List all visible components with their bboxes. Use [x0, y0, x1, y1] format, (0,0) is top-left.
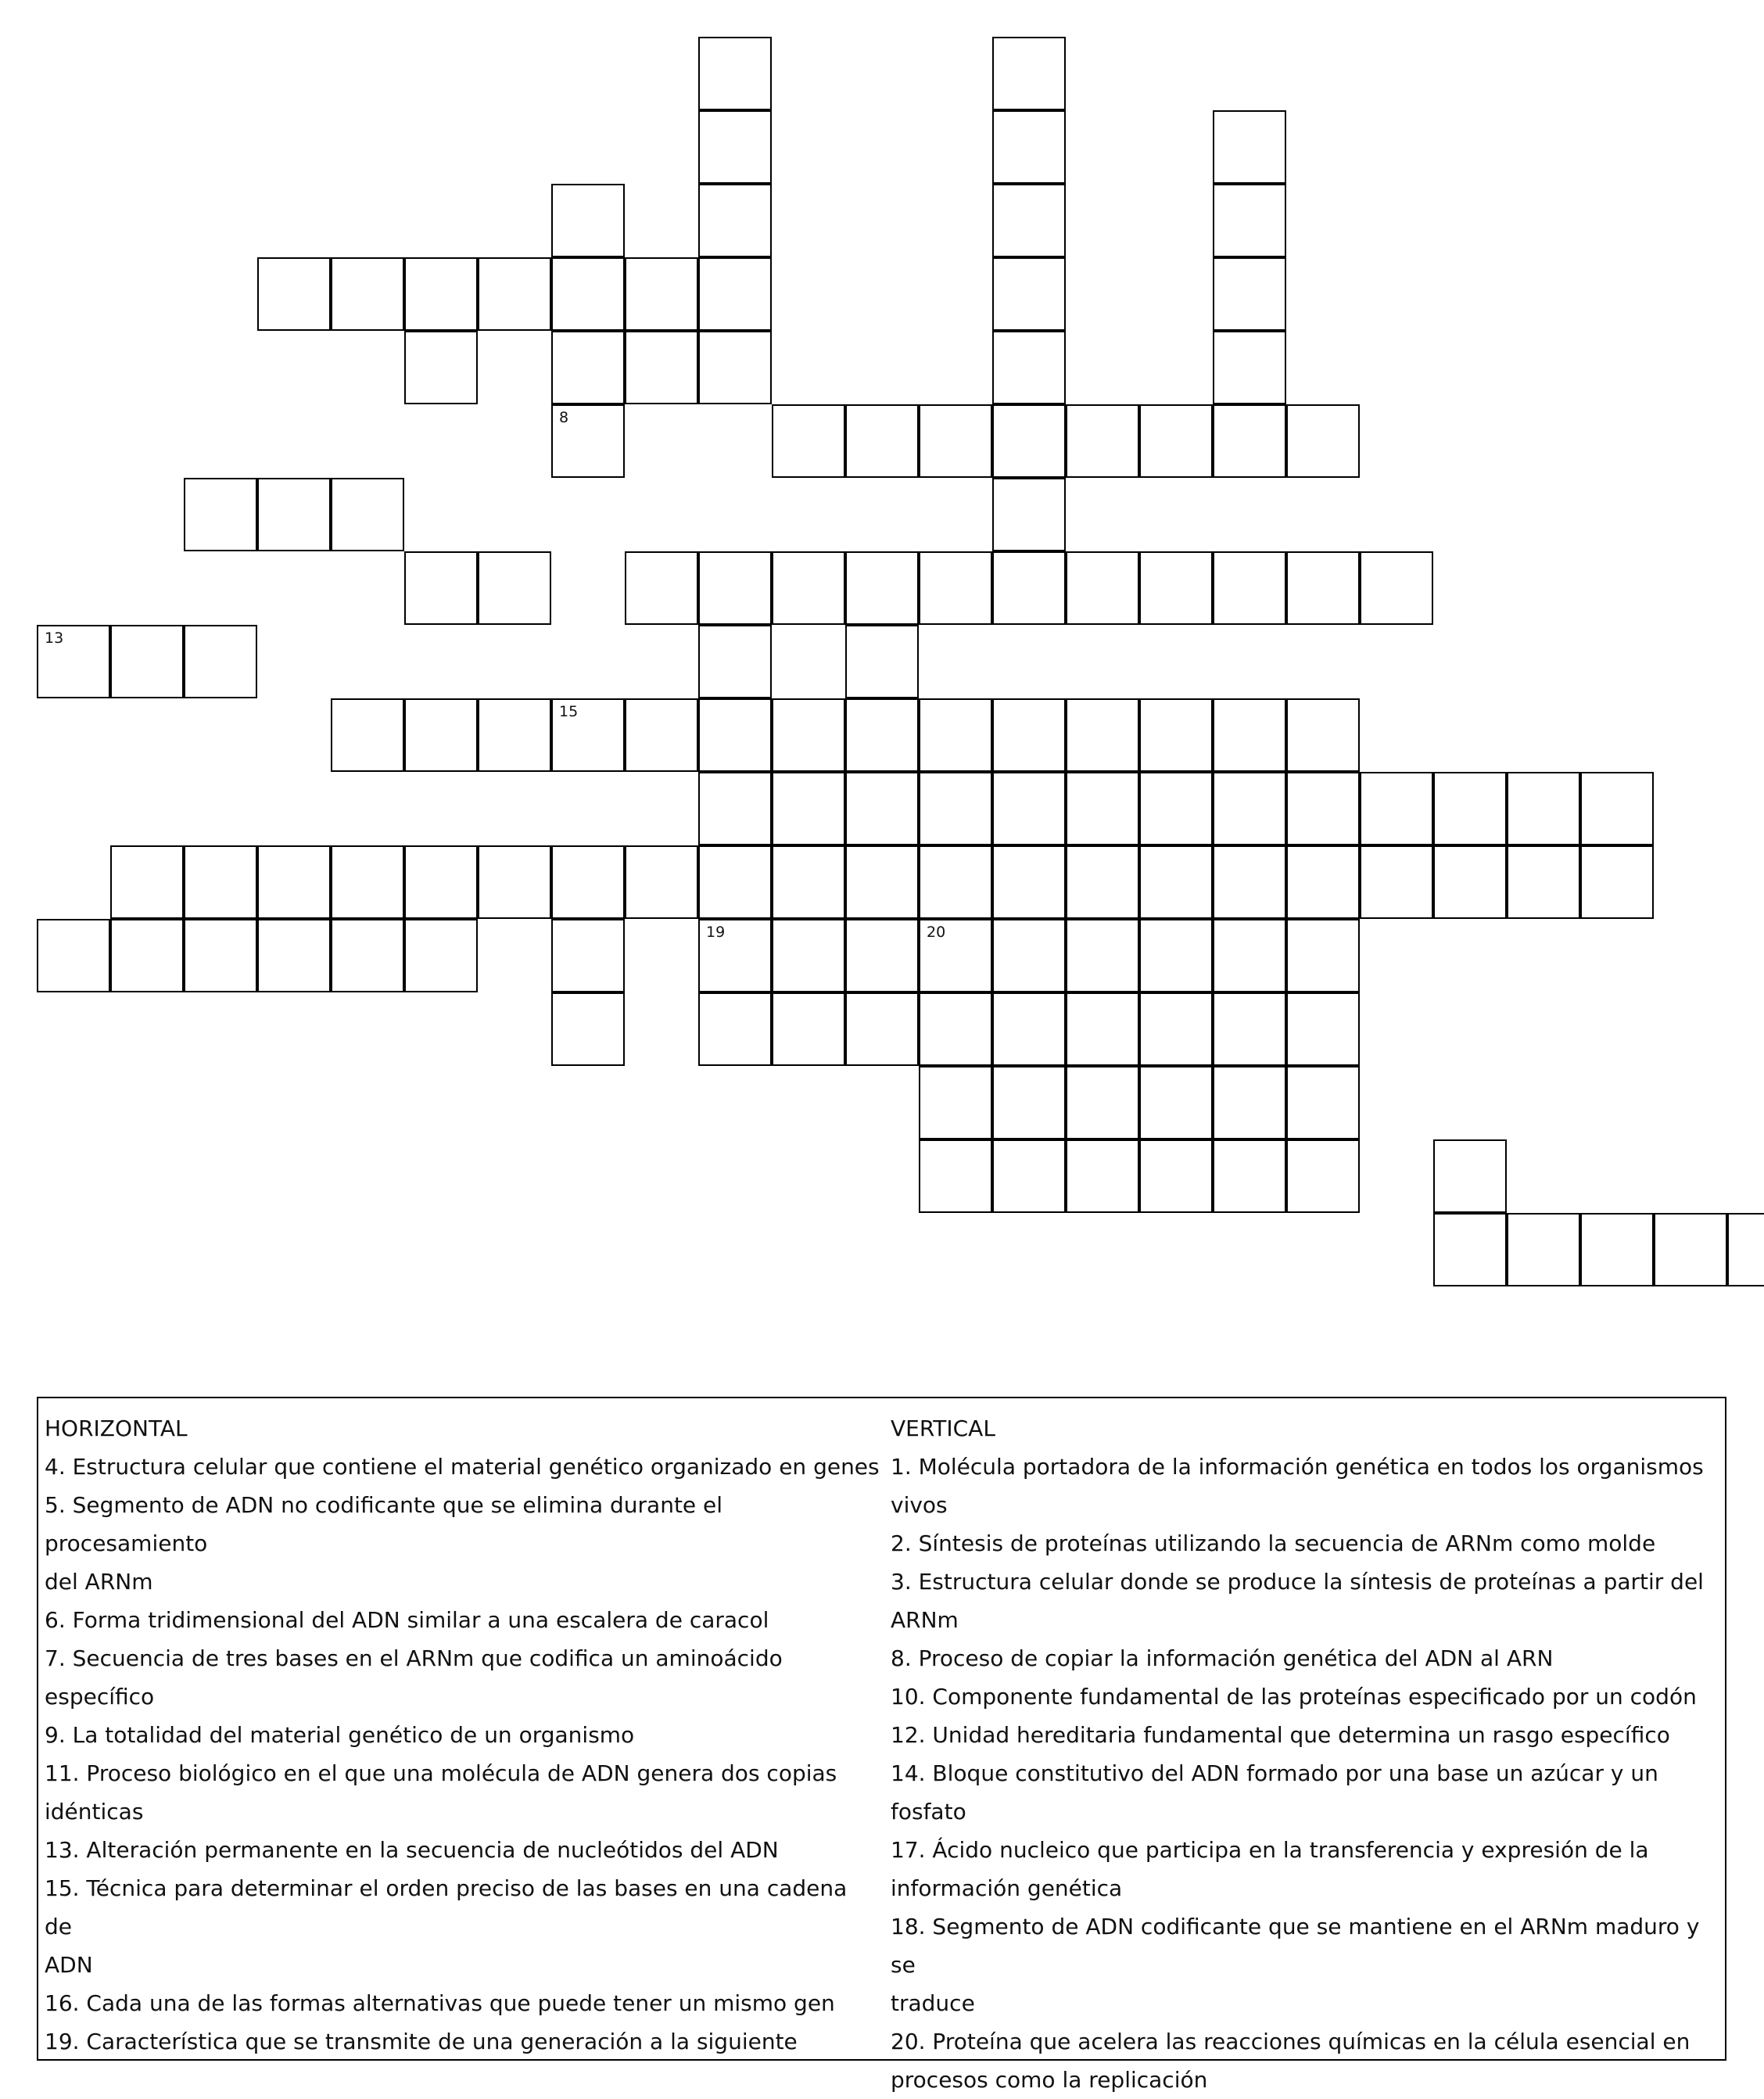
grid-cell[interactable] — [1286, 404, 1360, 478]
grid-cell[interactable] — [919, 919, 992, 992]
clue-line: información genética — [891, 1875, 1123, 1901]
clue-line: 8. Proceso de copiar la información genética del ADN al ARN — [891, 1645, 1554, 1671]
grid-cell[interactable] — [919, 1066, 992, 1139]
grid-cell[interactable] — [404, 257, 478, 331]
grid-cell[interactable] — [1286, 1139, 1360, 1213]
grid-cell[interactable] — [919, 992, 992, 1066]
grid-cell[interactable] — [331, 845, 404, 919]
grid-cell[interactable] — [551, 404, 625, 478]
grid-cell[interactable] — [1360, 551, 1433, 625]
grid-cell[interactable] — [698, 331, 772, 404]
clue-line: 11. Proceso biológico en el que una molécula de ADN genera dos copias — [45, 1760, 837, 1786]
grid-cell[interactable] — [772, 919, 845, 992]
grid-cell[interactable] — [992, 992, 1066, 1066]
grid-cell[interactable] — [845, 919, 919, 992]
clue-line: 15. Técnica para determinar el orden preciso de las bases en una cadena de — [45, 1875, 848, 1939]
grid-cell[interactable] — [919, 772, 992, 845]
grid-cell[interactable] — [110, 845, 184, 919]
grid-cell[interactable] — [992, 110, 1066, 184]
clues-heading-horizontal: HORIZONTAL — [45, 1415, 188, 1441]
grid-cell[interactable] — [1213, 698, 1286, 772]
grid-cell[interactable] — [1066, 404, 1139, 478]
clue-line: 7. Secuencia de tres bases en el ARNm que codifica un aminoácido específico — [45, 1645, 783, 1710]
clue-number: 8 — [559, 409, 569, 426]
grid-cell[interactable] — [1066, 551, 1139, 625]
grid-cell[interactable] — [698, 772, 772, 845]
clue-number: 13 — [45, 630, 64, 647]
clue-number: 19 — [706, 924, 726, 941]
grid-cell[interactable] — [110, 919, 184, 992]
grid-cell[interactable] — [184, 478, 257, 551]
clue-line: vivos — [891, 1492, 948, 1518]
grid-cell[interactable] — [1139, 551, 1213, 625]
grid-cell[interactable] — [919, 1139, 992, 1213]
grid-cell[interactable] — [1139, 698, 1213, 772]
grid-cell[interactable] — [992, 257, 1066, 331]
grid-cell[interactable] — [1286, 1066, 1360, 1139]
grid-cell[interactable] — [1139, 1139, 1213, 1213]
grid-cell[interactable] — [919, 845, 992, 919]
grid-cell[interactable] — [1286, 772, 1360, 845]
grid-cell[interactable] — [772, 772, 845, 845]
grid-cell[interactable] — [331, 257, 404, 331]
clue-line: 4. Estructura celular que contiene el material genético organizado en genes — [45, 1454, 880, 1480]
grid-cell[interactable] — [845, 551, 919, 625]
grid-cell[interactable] — [698, 845, 772, 919]
grid-cell[interactable] — [1213, 257, 1286, 331]
grid-cell[interactable] — [551, 184, 625, 257]
grid-cell[interactable] — [1727, 1213, 1764, 1286]
clue-line: 9. La totalidad del material genético de un organismo — [45, 1722, 635, 1748]
grid-cell[interactable] — [1139, 1066, 1213, 1139]
grid-cell[interactable] — [1433, 772, 1507, 845]
grid-cell[interactable] — [992, 1066, 1066, 1139]
clue-line: 19. Característica que se transmite de una generación a la siguiente — [45, 2029, 798, 2054]
clue-line: 3. Estructura celular donde se produce la síntesis de proteínas a partir del — [891, 1569, 1704, 1595]
grid-cell[interactable] — [1286, 698, 1360, 772]
grid-cell[interactable] — [992, 772, 1066, 845]
grid-cell[interactable] — [257, 919, 331, 992]
grid-cell[interactable] — [698, 919, 772, 992]
grid-cell[interactable] — [1213, 1139, 1286, 1213]
grid-cell[interactable] — [1213, 404, 1286, 478]
clues-box — [37, 1397, 1726, 2093]
clue-line: idénticas — [45, 1799, 144, 1825]
grid-cell[interactable] — [404, 331, 478, 404]
grid-cell[interactable] — [1213, 110, 1286, 184]
grid-cell[interactable] — [992, 37, 1066, 110]
clue-line: 6. Forma tridimensional del ADN similar a una escalera de caracol — [45, 1607, 769, 1633]
grid-cell[interactable] — [1066, 919, 1139, 992]
grid-cell[interactable] — [257, 845, 331, 919]
clue-line: 18. Segmento de ADN codificante que se mantiene en el ARNm maduro y se — [891, 1914, 1700, 1978]
grid-cell[interactable] — [992, 551, 1066, 625]
grid-cell[interactable] — [992, 478, 1066, 551]
grid-cell[interactable] — [1433, 845, 1507, 919]
grid-cell[interactable] — [698, 992, 772, 1066]
grid-cell[interactable] — [772, 992, 845, 1066]
grid-cell[interactable] — [110, 625, 184, 698]
grid-cell[interactable] — [992, 919, 1066, 992]
grid-cell[interactable] — [331, 698, 404, 772]
grid-cell[interactable] — [845, 404, 919, 478]
grid-cell[interactable] — [992, 1139, 1066, 1213]
grid-cell[interactable] — [698, 551, 772, 625]
grid-cell[interactable] — [698, 184, 772, 257]
grid-cell[interactable] — [1139, 845, 1213, 919]
grid-cell[interactable] — [1360, 772, 1433, 845]
clue-line: 14. Bloque constitutivo del ADN formado por una base un azúcar y un fosfato — [891, 1760, 1658, 1825]
grid-cell[interactable] — [404, 919, 478, 992]
grid-cell[interactable] — [772, 404, 845, 478]
clue-line: ARNm — [891, 1607, 959, 1633]
grid-cell[interactable] — [184, 845, 257, 919]
grid-cell[interactable] — [404, 551, 478, 625]
grid-cell[interactable] — [1213, 184, 1286, 257]
grid-cell[interactable] — [478, 845, 551, 919]
clue-line: del ARNm — [45, 1569, 153, 1595]
grid-cell[interactable] — [845, 772, 919, 845]
grid-cell[interactable] — [1286, 551, 1360, 625]
clue-line: 12. Unidad hereditaria fundamental que determina un rasgo específico — [891, 1722, 1670, 1748]
grid-cell[interactable] — [992, 698, 1066, 772]
clue-number: 20 — [927, 924, 946, 941]
grid-cell[interactable] — [772, 845, 845, 919]
grid-cell[interactable] — [845, 698, 919, 772]
grid-cell[interactable] — [331, 919, 404, 992]
grid-cell[interactable] — [551, 331, 625, 404]
clue-line: 5. Segmento de ADN no codificante que se elimina durante el procesamiento — [45, 1492, 723, 1556]
grid-cell[interactable] — [551, 698, 625, 772]
grid-cell[interactable] — [1066, 1066, 1139, 1139]
grid-cell[interactable] — [1507, 845, 1580, 919]
grid-cell[interactable] — [1286, 845, 1360, 919]
grid-cell[interactable] — [1580, 1213, 1654, 1286]
grid-cell[interactable] — [1213, 845, 1286, 919]
grid-cell[interactable] — [992, 184, 1066, 257]
clues-heading-vertical: VERTICAL — [891, 1415, 995, 1441]
grid-cell[interactable] — [698, 110, 772, 184]
grid-cell[interactable] — [772, 698, 845, 772]
clue-line: 16. Cada una de las formas alternativas que puede tener un mismo gen — [45, 1990, 835, 2016]
grid-cell[interactable] — [992, 331, 1066, 404]
grid-cell[interactable] — [1139, 772, 1213, 845]
grid-cell[interactable] — [845, 992, 919, 1066]
clue-line: ADN — [45, 1952, 93, 1978]
grid-cell[interactable] — [184, 919, 257, 992]
grid-cell[interactable] — [1286, 919, 1360, 992]
grid-cell[interactable] — [1213, 331, 1286, 404]
grid-cell[interactable] — [992, 845, 1066, 919]
grid-cell[interactable] — [551, 919, 625, 992]
grid-cell[interactable] — [845, 625, 919, 698]
horizontal-clues-column — [45, 1409, 881, 2061]
grid-cell[interactable] — [551, 992, 625, 1066]
grid-cell[interactable] — [1066, 1139, 1139, 1213]
grid-cell[interactable] — [698, 37, 772, 110]
grid-cell[interactable] — [404, 845, 478, 919]
clue-number: 15 — [559, 703, 579, 720]
grid-cell[interactable] — [1654, 1213, 1727, 1286]
grid-cell[interactable] — [1139, 404, 1213, 478]
grid-cell[interactable] — [37, 919, 110, 992]
grid-cell[interactable] — [1213, 919, 1286, 992]
grid-cell[interactable] — [478, 551, 551, 625]
grid-cell[interactable] — [1507, 772, 1580, 845]
grid-cell[interactable] — [1213, 772, 1286, 845]
grid-cell[interactable] — [1213, 551, 1286, 625]
grid-cell[interactable] — [1066, 698, 1139, 772]
grid-cell[interactable] — [992, 404, 1066, 478]
grid-cell[interactable] — [551, 845, 625, 919]
grid-cell[interactable] — [184, 625, 257, 698]
vertical-clues-column — [891, 1409, 1723, 2099]
grid-cell[interactable] — [845, 845, 919, 919]
grid-cell[interactable] — [698, 257, 772, 331]
grid-cell[interactable] — [551, 257, 625, 331]
grid-cell[interactable] — [1139, 992, 1213, 1066]
grid-cell[interactable] — [698, 625, 772, 698]
grid-cell[interactable] — [1213, 1066, 1286, 1139]
grid-cell[interactable] — [919, 551, 992, 625]
grid-cell[interactable] — [1139, 919, 1213, 992]
grid-cell[interactable] — [772, 551, 845, 625]
clue-line: procesos como la replicación — [891, 2067, 1208, 2093]
clue-line: 2. Síntesis de proteínas utilizando la secuencia de ARNm como molde — [891, 1530, 1656, 1556]
grid-cell[interactable] — [625, 845, 698, 919]
grid-cell[interactable] — [1066, 992, 1139, 1066]
grid-cell[interactable] — [257, 257, 331, 331]
grid-cell[interactable] — [257, 478, 331, 551]
grid-cell[interactable] — [404, 698, 478, 772]
grid-cell[interactable] — [919, 698, 992, 772]
grid-cell[interactable] — [1433, 1139, 1507, 1213]
grid-cell[interactable] — [1213, 992, 1286, 1066]
clue-line: 20. Proteína que acelera las reacciones químicas en la célula esencial en — [891, 2029, 1690, 2054]
grid-cell[interactable] — [1507, 1213, 1580, 1286]
grid-cell[interactable] — [919, 404, 992, 478]
grid-cell[interactable] — [478, 698, 551, 772]
grid-cell[interactable] — [1286, 992, 1360, 1066]
clue-line: 17. Ácido nucleico que participa en la transferencia y expresión de la — [891, 1837, 1649, 1863]
clue-line: traduce — [891, 1990, 975, 2016]
clue-line: 13. Alteración permanente en la secuencia de nucleótidos del ADN — [45, 1837, 779, 1863]
grid-cell[interactable] — [625, 551, 698, 625]
grid-cell[interactable] — [1360, 845, 1433, 919]
grid-cell[interactable] — [625, 698, 698, 772]
grid-cell[interactable] — [1066, 772, 1139, 845]
grid-cell[interactable] — [1580, 772, 1654, 845]
grid-cell[interactable] — [698, 698, 772, 772]
grid-cell[interactable] — [625, 331, 698, 404]
grid-cell[interactable] — [625, 257, 698, 331]
clue-line: 1. Molécula portadora de la información genética en todos los organismos — [891, 1454, 1704, 1480]
clue-line: 10. Componente fundamental de las proteínas especificado por un codón — [891, 1684, 1697, 1710]
grid-cell[interactable] — [1066, 845, 1139, 919]
grid-cell[interactable] — [1580, 845, 1654, 919]
grid-cell[interactable] — [1433, 1213, 1507, 1286]
grid-cell[interactable] — [37, 625, 110, 698]
grid-cell[interactable] — [478, 257, 551, 331]
grid-cell[interactable] — [331, 478, 404, 551]
